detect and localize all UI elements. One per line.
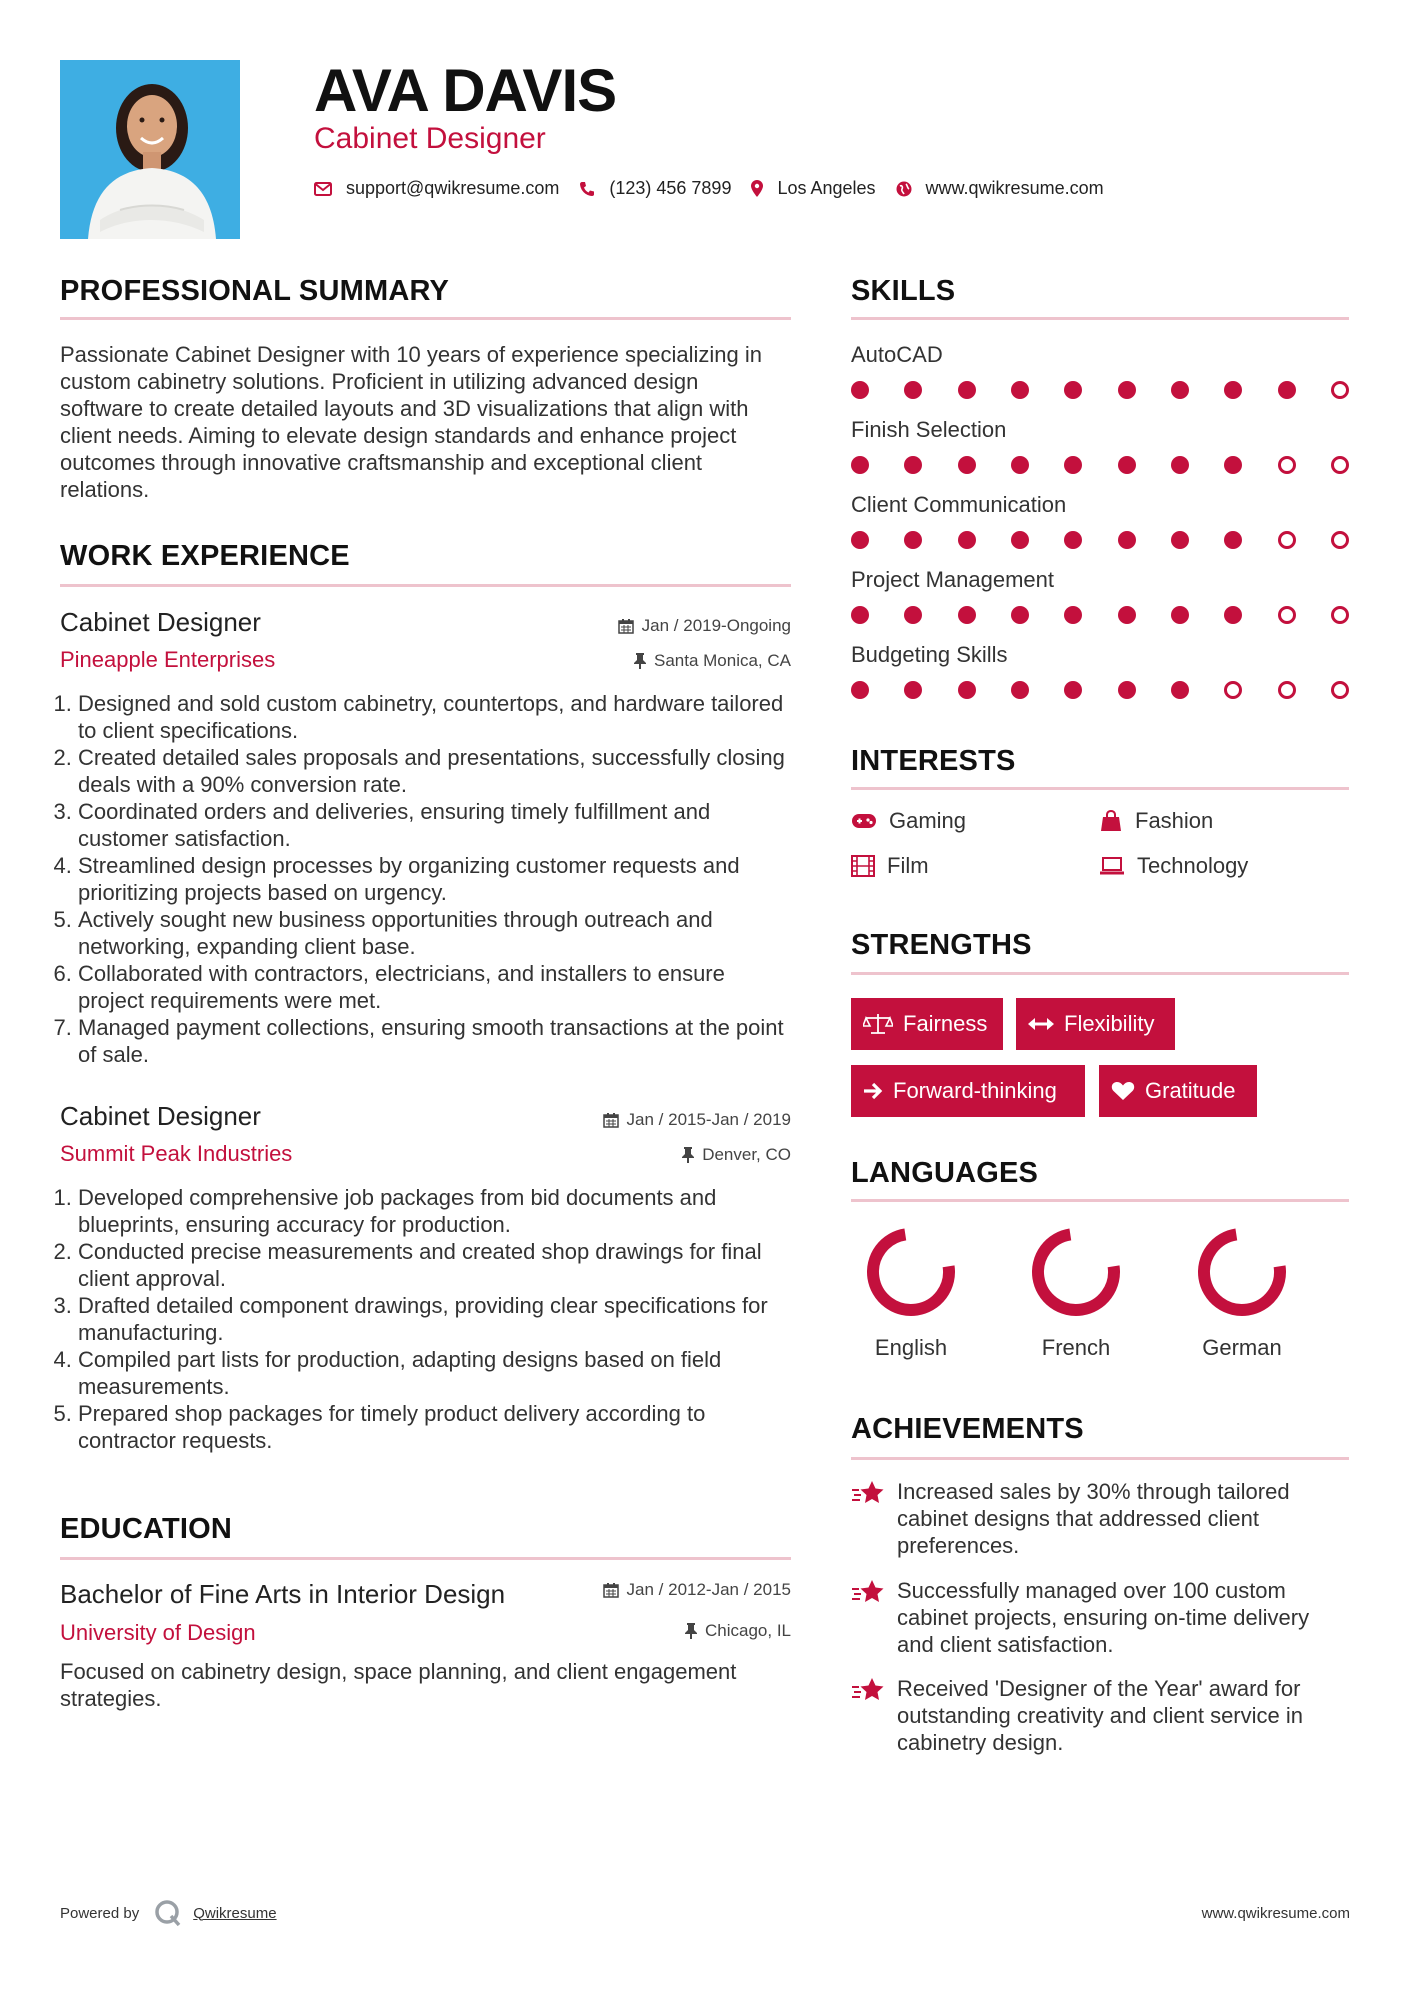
strength-label: Forward-thinking [893, 1078, 1057, 1103]
skill-dot-filled [904, 381, 922, 399]
education-dates [500, 1580, 791, 1600]
calendar-icon [618, 618, 634, 634]
skill-name: AutoCAD [851, 342, 943, 367]
skill-dot-filled [1118, 531, 1136, 549]
laptop-icon [1099, 856, 1125, 876]
heart-icon [1111, 1081, 1135, 1101]
calendar-icon [603, 1112, 619, 1128]
contact-phone[interactable] [579, 178, 731, 199]
skill-dot-filled [1064, 606, 1082, 624]
education-description: Focused on cabinetry design, space planning, and client engagement strategies. [60, 1659, 737, 1711]
achievement-item [851, 1577, 1351, 1658]
degree-title: Bachelor of Fine Arts in Interior Design [60, 1579, 506, 1609]
education-dates-text: Jan / 2012-Jan / 2015 [626, 1580, 791, 1599]
education-location-text: Chicago, IL [705, 1621, 791, 1640]
award-star-icon [851, 1677, 885, 1703]
skill-dot-filled [1118, 681, 1136, 699]
email-text: support@qwikresume.com [346, 178, 560, 198]
skill-dot-filled [904, 531, 922, 549]
interests-heading: INTERESTS [851, 745, 1016, 777]
award-star-icon [851, 1480, 885, 1506]
list-item: 2. Conducted precise measurements and created shop drawings for final client approval. [78, 1238, 795, 1292]
school-name: University of Design [60, 1620, 256, 1645]
skill-dot-filled [1224, 456, 1242, 474]
list-item: 2. Created detailed sales proposals and presentations, successfully closing deals with a 90% conversion rate. [78, 744, 795, 798]
skill-dot-empty [1278, 456, 1296, 474]
job-duties-list [60, 690, 795, 1068]
skill-dot-empty [1331, 681, 1349, 699]
language-item [846, 1222, 976, 1361]
strength-label: Fairness [903, 1011, 988, 1036]
achievement-text: Increased sales by 30% through tailored cabinet designs that addressed client preferences. [897, 1479, 1290, 1558]
skill-rating [851, 605, 1349, 625]
interest-item [1099, 808, 1213, 834]
skill-dot-filled [1064, 381, 1082, 399]
gamepad-icon [851, 813, 877, 829]
skill-dot-filled [851, 606, 869, 624]
job-title: Cabinet Designer [60, 607, 261, 637]
experience-heading: WORK EXPERIENCE [60, 540, 350, 572]
skill-dot-empty [1331, 531, 1349, 549]
interests-divider [851, 787, 1349, 790]
footer-powered-by [60, 1898, 277, 1928]
skill-rating [851, 530, 1349, 550]
summary-text: Passionate Cabinet Designer with 10 years of experience specializing in custom cabinetry solutions. Proficient in utilizing advanced design software to create detailed layouts and 3D visualizations that align with client needs. Aiming to elevate design standards and enhance project outcomes through innovative craftsmanship and exceptional client relations. [60, 342, 762, 502]
globe-icon [896, 181, 912, 197]
job-dates-text: Jan / 2015-Jan / 2019 [626, 1110, 791, 1129]
job-dates-text: Jan / 2019-Ongoing [641, 616, 791, 635]
list-item: 3. Drafted detailed component drawings, providing clear specifications for manufacturing. [78, 1292, 795, 1346]
skill-dot-filled [904, 606, 922, 624]
skill-dot-empty [1224, 681, 1242, 699]
achievement-text: Received 'Designer of the Year' award for outstanding creativity and client service in cabinetry design. [897, 1676, 1303, 1755]
skill-dot-filled [958, 456, 976, 474]
strength-label: Gratitude [1145, 1078, 1236, 1103]
envelope-icon [314, 182, 332, 196]
interest-item [1099, 853, 1248, 879]
skill-name: Project Management [851, 567, 1054, 592]
language-item [1011, 1222, 1141, 1361]
skill-dot-filled [1171, 531, 1189, 549]
job-duties-list [60, 1184, 795, 1454]
language-item [1177, 1222, 1307, 1361]
job-location-text: Denver, CO [702, 1145, 791, 1164]
job-location [500, 1145, 791, 1165]
skill-dot-empty [1331, 456, 1349, 474]
pushpin-icon [634, 653, 646, 669]
location-text: Los Angeles [777, 178, 876, 198]
achievement-item [851, 1478, 1351, 1559]
language-level-arc [1038, 1234, 1114, 1310]
interest-label: Film [887, 853, 929, 878]
qwikresume-link[interactable]: Qwikresume [193, 1904, 277, 1922]
pushpin-icon [682, 1147, 694, 1163]
language-ring [861, 1222, 961, 1322]
skill-dot-filled [904, 681, 922, 699]
skill-dot-filled [1224, 531, 1242, 549]
company-name: Pineapple Enterprises [60, 647, 276, 672]
interest-item [851, 853, 929, 879]
job-location [500, 651, 791, 671]
interest-label: Technology [1137, 853, 1249, 878]
skill-dot-filled [1171, 606, 1189, 624]
strength-label: Flexibility [1064, 1011, 1155, 1036]
arrow-right-icon [863, 1082, 883, 1100]
skill-dot-filled [1118, 381, 1136, 399]
calendar-icon [603, 1582, 619, 1598]
skill-dot-filled [1011, 606, 1029, 624]
skill-dot-filled [1118, 606, 1136, 624]
skill-dot-filled [958, 681, 976, 699]
skill-dot-empty [1278, 681, 1296, 699]
skill-name: Budgeting Skills [851, 642, 1008, 667]
language-ring [1192, 1222, 1292, 1322]
job-dates [500, 1110, 791, 1130]
candidate-name: AVA DAVIS [314, 57, 617, 124]
list-item: 1. Designed and sold custom cabinetry, countertops, and hardware tailored to client specifications. [78, 690, 795, 744]
skill-dot-filled [1171, 681, 1189, 699]
list-item: 7. Managed payment collections, ensuring smooth transactions at the point of sale. [78, 1014, 795, 1068]
languages-divider [851, 1199, 1349, 1202]
skill-dot-empty [1278, 606, 1296, 624]
skill-dot-empty [1331, 381, 1349, 399]
qwikresume-logo-icon [153, 1898, 183, 1928]
list-item: 3. Coordinated orders and deliveries, ensuring timely fulfillment and customer satisfaction. [78, 798, 795, 852]
job-title: Cabinet Designer [60, 1101, 261, 1131]
skill-name: Client Communication [851, 492, 1067, 517]
contact-website[interactable] [896, 178, 1104, 199]
list-item: 1. Developed comprehensive job packages from bid documents and blueprints, ensuring accuracy for production. [78, 1184, 795, 1238]
film-icon [851, 855, 875, 877]
language-label: English [874, 1335, 948, 1360]
skill-dot-filled [851, 531, 869, 549]
strength-tag [851, 1065, 1085, 1117]
job-dates [500, 616, 791, 636]
languages-heading: LANGUAGES [851, 1157, 1039, 1189]
strength-tag [1016, 998, 1175, 1050]
map-marker-icon [751, 180, 763, 197]
skill-dot-filled [851, 681, 869, 699]
arrows-horizontal-icon [1028, 1017, 1054, 1031]
skill-dot-filled [958, 606, 976, 624]
education-heading: EDUCATION [60, 1513, 233, 1545]
skill-dot-filled [851, 381, 869, 399]
shopping-bag-icon [1099, 810, 1123, 832]
language-level-arc [1204, 1234, 1280, 1310]
skill-dot-filled [1171, 381, 1189, 399]
skill-dot-filled [1011, 456, 1029, 474]
summary-heading: PROFESSIONAL SUMMARY [60, 275, 450, 307]
skill-dot-filled [1064, 531, 1082, 549]
phone-icon [579, 181, 595, 197]
skill-dot-filled [1064, 681, 1082, 699]
experience-divider [60, 584, 791, 587]
interest-label: Gaming [889, 808, 967, 833]
interest-label: Fashion [1135, 808, 1214, 833]
education-location [500, 1621, 791, 1641]
achievement-text: Successfully managed over 100 custom cabinet projects, ensuring on-time delivery and client satisfaction. [897, 1578, 1310, 1657]
skill-dot-filled [1064, 456, 1082, 474]
strength-tag [1099, 1065, 1257, 1117]
skill-rating [851, 380, 1349, 400]
candidate-title: Cabinet Designer [314, 122, 546, 155]
list-item: 6. Collaborated with contractors, electricians, and installers to ensure project requirements were met. [78, 960, 795, 1014]
skill-dot-filled [1278, 381, 1296, 399]
skill-dot-filled [904, 456, 922, 474]
award-star-icon [851, 1579, 885, 1605]
language-label: French [1041, 1335, 1111, 1360]
skill-dot-filled [1011, 381, 1029, 399]
skill-dot-filled [958, 531, 976, 549]
contact-email[interactable] [314, 178, 559, 199]
contact-location [751, 178, 875, 199]
strength-tag [851, 998, 1003, 1050]
skill-dot-filled [851, 456, 869, 474]
list-item: 4. Compiled part lists for production, adapting designs based on field measurements. [78, 1346, 795, 1400]
skill-dot-filled [958, 381, 976, 399]
achievements-heading: ACHIEVEMENTS [851, 1413, 1084, 1445]
profile-photo [60, 60, 240, 239]
skill-name: Finish Selection [851, 417, 1007, 442]
pushpin-icon [685, 1623, 697, 1639]
footer-website[interactable]: www.qwikresume.com [1201, 1905, 1350, 1922]
interest-item [851, 808, 966, 834]
language-ring [1026, 1222, 1126, 1322]
skill-dot-filled [1118, 456, 1136, 474]
powered-by-text: Powered by [60, 1904, 140, 1922]
education-divider [60, 1557, 791, 1560]
skill-rating [851, 680, 1349, 700]
contact-bar [314, 178, 1124, 199]
balance-scale-icon [863, 1013, 893, 1035]
job-location-text: Santa Monica, CA [653, 651, 791, 670]
skill-rating [851, 455, 1349, 475]
company-name: Summit Peak Industries [60, 1141, 293, 1166]
summary-divider [60, 317, 791, 320]
language-label: German [1202, 1335, 1282, 1360]
skill-dot-filled [1224, 381, 1242, 399]
skill-dot-empty [1331, 606, 1349, 624]
skill-dot-filled [1011, 531, 1029, 549]
skill-dot-filled [1224, 606, 1242, 624]
strengths-heading: STRENGTHS [851, 929, 1032, 961]
achievements-divider [851, 1457, 1349, 1460]
skills-heading: SKILLS [851, 275, 956, 307]
skills-divider [851, 317, 1349, 320]
language-level-arc [873, 1234, 949, 1310]
phone-text: (123) 456 7899 [609, 178, 732, 198]
profile-photo-illustration [60, 60, 240, 239]
list-item: 5. Actively sought new business opportunities through outreach and networking, expanding client base. [78, 906, 795, 960]
skill-dot-filled [1171, 456, 1189, 474]
list-item: 4. Streamlined design processes by organizing customer requests and prioritizing projects based on urgency. [78, 852, 795, 906]
skill-dot-filled [1011, 681, 1029, 699]
strengths-divider [851, 972, 1349, 975]
achievement-item [851, 1675, 1351, 1756]
list-item: 5. Prepared shop packages for timely product delivery according to contractor requests. [78, 1400, 795, 1454]
website-text: www.qwikresume.com [925, 178, 1104, 198]
skill-dot-empty [1278, 531, 1296, 549]
